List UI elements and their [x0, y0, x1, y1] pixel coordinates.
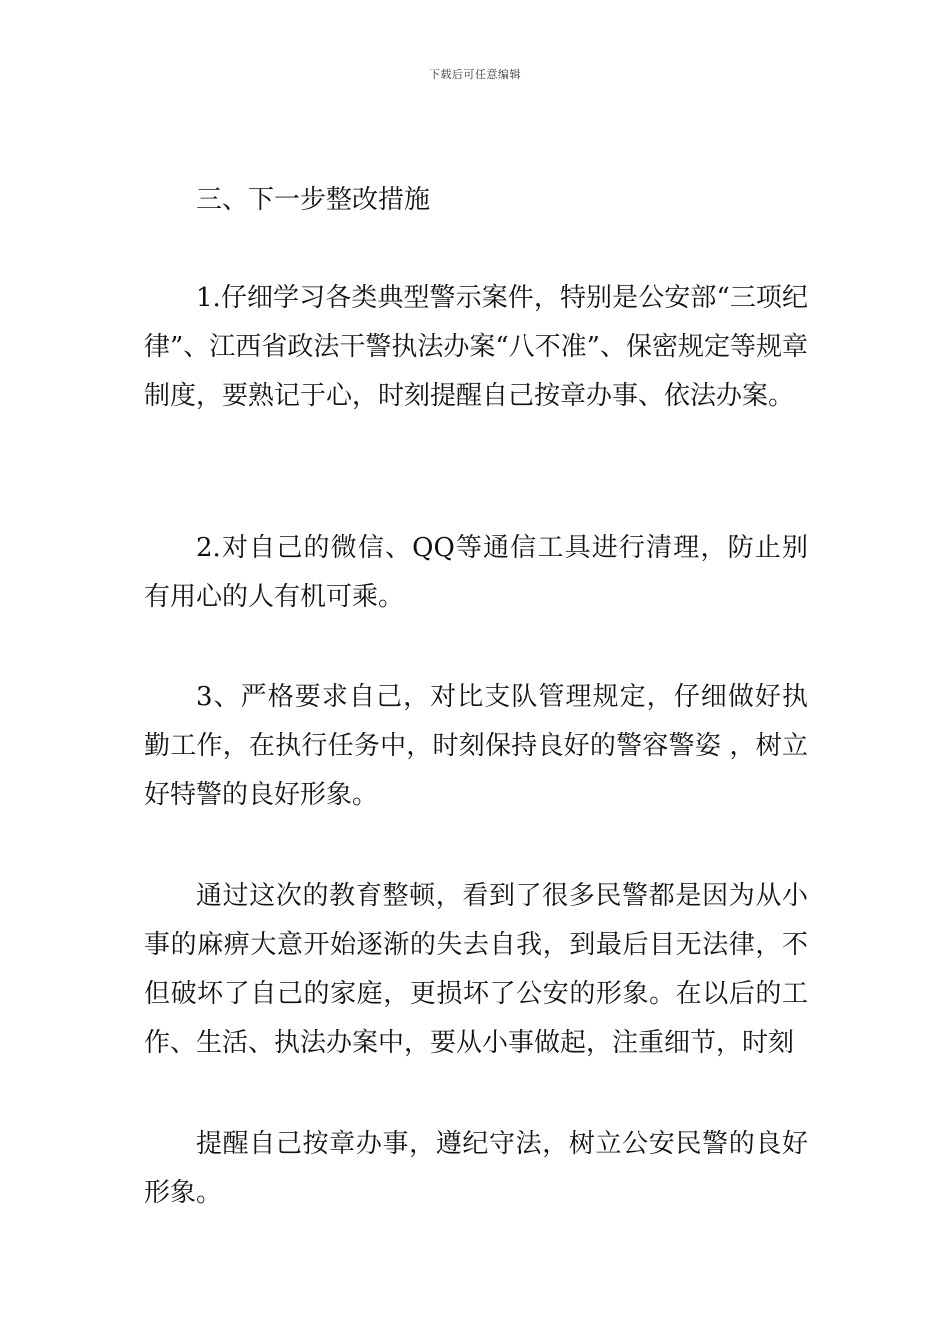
header-note: 下载后可任意编辑: [429, 68, 521, 81]
section-heading: 三、下一步整改措施: [196, 185, 431, 215]
paragraph-reflection: 通过这次的教育整顿，看到了很多民警都是因为从小事的麻痹大意开始逐渐的失去自我，到最后目无法律，不但破坏了自己的家庭，更损坏了公安的形象。在以后的工作、生活、执法办案中，要从小事做起，注重细节，时刻: [144, 881, 808, 1058]
paragraph-measure-1: 1.仔细学习各类典型警示案件，特别是公安部“三项纪律”、江西省政法干警执法办案“八不准”、保密规定等规章制度，要熟记于心，时刻提醒自己按章办事、依法办案。: [144, 283, 808, 411]
paragraph-closing: 提醒自己按章办事，遵纪守法，树立公安民警的良好形象。: [144, 1129, 808, 1208]
paragraph-measure-3: 3、严格要求自己，对比支队管理规定，仔细做好执勤工作，在执行任务中，时刻保持良好的警容警姿 ，树立好特警的良好形象。: [144, 682, 808, 810]
paragraph-measure-2: 2.对自己的微信、QQ等通信工具进行清理，防止别有用心的人有机可乘。: [144, 533, 808, 612]
